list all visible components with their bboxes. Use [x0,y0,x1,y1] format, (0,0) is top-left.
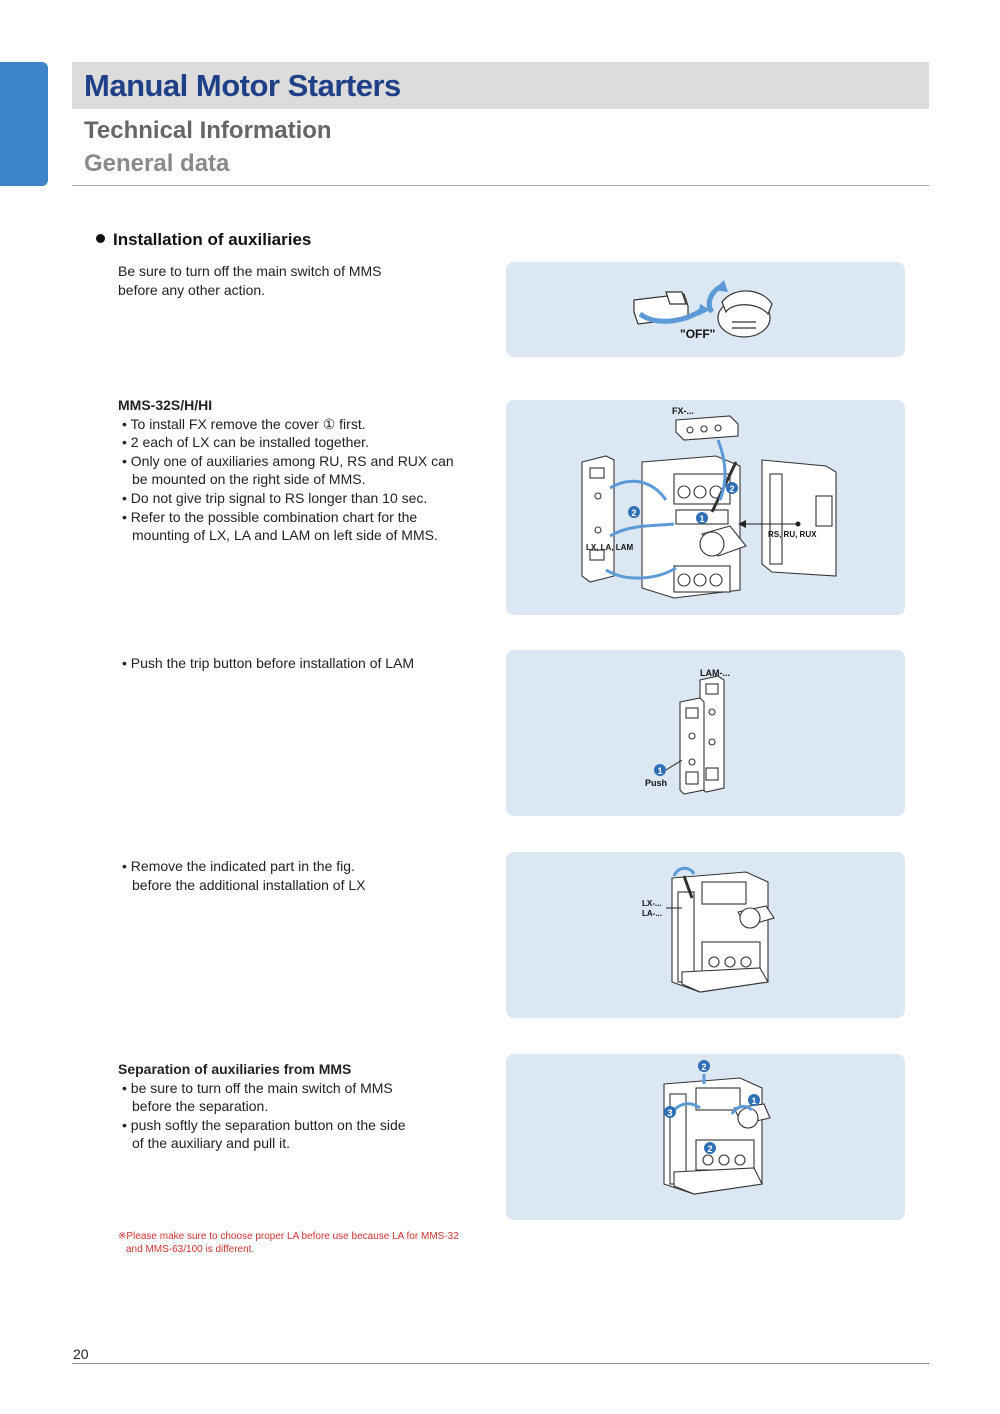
subtitle-general-data: General data [84,150,230,177]
off-label: "OFF" [680,327,716,341]
marker-number: 2 [631,508,637,518]
section-heading-text: Installation of auxiliaries [113,230,312,249]
mms32-installation-figure [506,400,905,615]
bullet-line: • Push the trip button before installation of LAM [122,655,415,671]
header-divider [72,185,929,186]
block-title: Separation of auxiliaries from MMS [118,1061,352,1077]
lam-figure [506,650,905,816]
bullet-dot-icon [96,234,105,243]
marker-number: 1 [751,1096,757,1106]
figure-panel-mms32 [506,400,905,615]
figure-panel-separation [506,1054,905,1220]
bullet-line-cont: of the auxiliary and pull it. [132,1135,290,1152]
section-heading [96,230,311,250]
marker-number: 1 [657,766,663,776]
bullet-line-cont: before the additional installation of LX [132,876,366,893]
block-lx-text [122,857,366,894]
lam-label: LAM-... [700,668,730,678]
marker-number: 2 [701,1062,707,1072]
separation-figure [506,1054,905,1220]
fx-label: FX-... [672,406,694,416]
bullet-line-cont: be mounted on the right side of MMS. [132,471,366,488]
figure-panel-lx [506,852,905,1018]
bullet-line: • To install FX remove the cover ① first. [122,415,366,432]
page-title: Manual Motor Starters [84,68,401,103]
figure-panel-off-switch [506,262,905,357]
bullet-line: • Only one of auxiliaries among RU, RS and RUX can [122,452,454,469]
marker-number: 1 [699,514,705,524]
note-line: ※Please make sure to choose proper LA before use because LA for MMS-32 [118,1231,459,1242]
footer-divider [72,1363,929,1364]
bullet-line: • push softly the separation button on the side [122,1116,406,1133]
block-separation-text [118,1060,406,1153]
right-aux-label: RS, RU, RUX [768,530,817,539]
marker-number: 3 [667,1108,673,1118]
la-label: LA-... [642,909,662,918]
block-mms32-text [118,396,454,545]
switch-off-figure [506,262,905,357]
warning-note [118,1230,459,1256]
block-turn-off-text [118,262,382,299]
lx-figure [506,852,905,1018]
subtitle-technical-information: Technical Information [84,117,332,144]
bullet-line-cont: mounting of LX, LA and LAM on left side of MMS. [132,527,438,544]
page-number: 20 [73,1346,89,1362]
marker-number: 2 [707,1144,713,1154]
left-aux-label: LX, LA, LAM [586,543,634,552]
bullet-line: • be sure to turn off the main switch of MMS [122,1079,393,1096]
bullet-line: • Remove the indicated part in the fig. [122,858,355,874]
figure-panel-lam [506,650,905,816]
rotate-arrow-icon [674,868,694,876]
bullet-line: • Do not give trip signal to RS longer than 10 sec. [122,489,428,506]
lx-label: LX-... [642,899,662,908]
text-line: before any other action. [118,281,266,298]
bullet-line: • 2 each of LX can be installed together. [122,434,369,451]
push-label: Push [645,778,668,788]
block-title: MMS-32S/H/HI [118,397,213,413]
bullet-line-cont: before the separation. [132,1098,269,1115]
note-line: and MMS-63/100 is different. [126,1244,255,1255]
text-line: Be sure to turn off the main switch of MMS [118,263,382,279]
side-section-tab [0,62,48,186]
marker-number: 2 [729,484,735,494]
block-lam-text [122,654,414,673]
bullet-line: • Refer to the possible combination chart for the [122,508,418,525]
